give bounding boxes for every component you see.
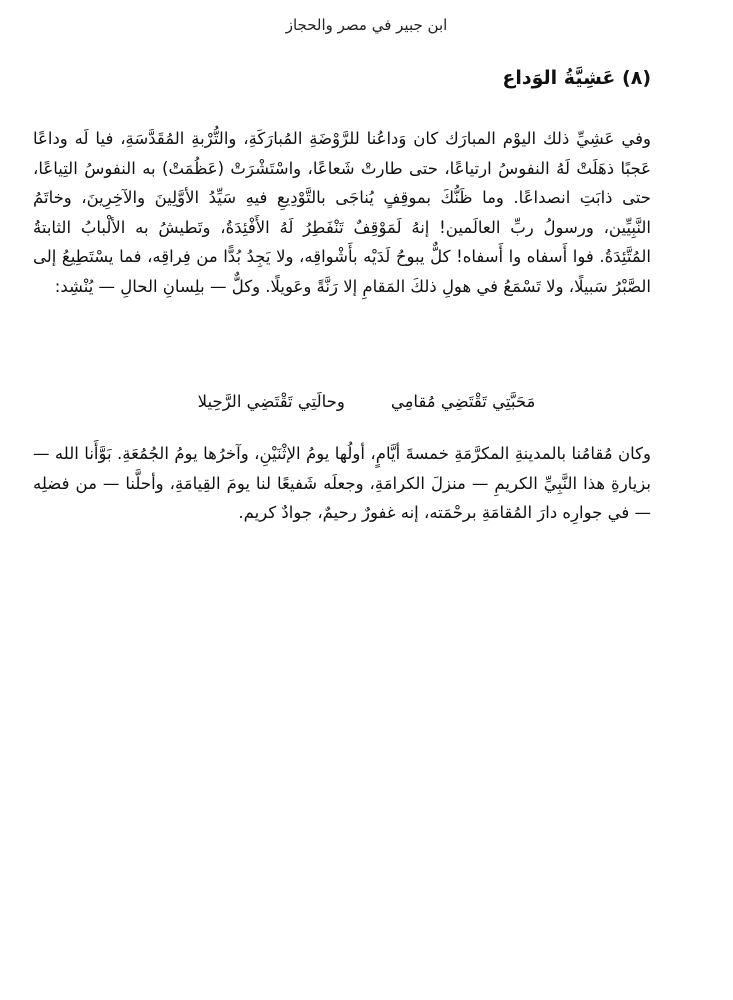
paragraph-farewell: وفي عَشِيِّ ذلك اليوْم المبارَك كان وَداعُنا للرَّوْضَةِ المُبارَكَةِ، والتُّرْبةِ المُقَدَّسَةِ، فيا لَه وداعًا عَجبًا ذهَلَتْ لَهُ النفوسُ ارتياعًا، حتى طارتْ شَعاعًا، واسْتَشْرَتْ (عَظُمَتْ) به النفوسُ التِياعًا، حتى ذابَتِ انصداعًا. وما ظَنُّكَ بموقِفٍ يُناجَى بالتَّوْدِيعِ فيهِ سَيِّدُ الأوَّلِينَ والآخِرِينَ، وخاتَمُ النَّبِيِّين، ورسولُ ربِّ العالَمين! إنهُ لَمَوْقِفٌ تَنْفَطِرُ لَهُ الأَفْئِدَةُ، وتَطيشُ به الألْبابُ الثابتةُ المُتَّئِدَةُ. فوا أَسفاه وا أَسفاه! كلٌّ يبوحُ لَدَيْه بأَشْواقِه، ولا يَجِدُ بُدًّا من فِراقِه، فما يسْتَطِيعُ إلى الصَّبْرُ سَبيلًا، ولا تَسْمَعُ في هولِ ذلكَ المَقامِ إلا رَنَّةً وعَويلًا. وكلٌّ — بلِسانِ الحالِ — يُنْشِد: bbox=[33, 129, 651, 296]
verse-left-hemistich: وحالَتِي تَقْتَضِي الرَّحِيلا bbox=[197, 392, 345, 411]
paragraph-medina-stay: وكان مُقامُنا بالمدينةِ المكرَّمَةِ خمسةَ أيَّامٍ، أولُها يومُ الإثْنَيْنِ، وآخرُها يومُ الجُمُعَةِ. بَوَّأَنا الله — بزيارةِ هذا النَّبِيِّ الكريمِ — منزلَ الكرامَةِ، وجعلَه شَفيعًا لنا يومَ القِيامَةِ، وأحلَّنا — من فضلِه — في جوارِه دارَ المُقامَةِ برحْمَته، إنه غفورٌ رحيمٌ، جوادٌ كريم. bbox=[33, 444, 651, 522]
verse-right-hemistich: مَحَبَّتِي تَقْتَضِي مُقامِي bbox=[390, 392, 536, 411]
poem-verse bbox=[0, 388, 733, 416]
running-header: ابن جبير في مصر والحجاز bbox=[285, 16, 448, 34]
section-title: (٨) عَشِيَّةُ الوَداع bbox=[502, 67, 651, 89]
